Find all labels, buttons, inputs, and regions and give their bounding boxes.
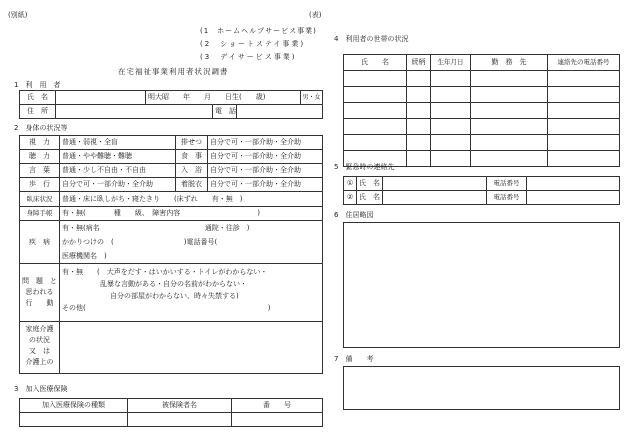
table-cell[interactable] (407, 71, 431, 87)
section-heading: 7 備 考 (334, 355, 374, 363)
disease-line: 有・無(病名 通院・往診 ) (62, 224, 250, 232)
table-cell[interactable] (471, 119, 548, 135)
table-cell[interactable] (344, 135, 407, 151)
bed-status[interactable]: 普通・床に臥しがち・寝たきり (床ずれ 有・無 ) (60, 192, 323, 207)
section-heading: 4 利用者の世帯の状況 (334, 35, 409, 43)
contact-phone-label: 電話番号 (487, 177, 527, 191)
form-label: (別紙) (8, 11, 28, 19)
remarks-area[interactable] (343, 366, 620, 410)
table-cell[interactable] (471, 103, 548, 119)
table-cell[interactable] (471, 151, 548, 167)
column-header: 被保険者名 (128, 399, 232, 413)
row-value[interactable]: 自分で可・一部介助・全介助 (208, 136, 323, 150)
row-label: 言 葉 (20, 164, 60, 178)
table-cell[interactable] (471, 71, 548, 87)
column-header: 加入医療保険の種類 (20, 399, 128, 413)
contact-name-label: 氏 名 (357, 191, 383, 205)
table-cell[interactable] (548, 135, 620, 151)
row-value[interactable]: 自分で可・一部介助・全介助 (208, 178, 323, 192)
table-cell[interactable] (431, 87, 471, 103)
contact-name-field[interactable] (383, 177, 487, 191)
table-cell[interactable] (232, 413, 323, 427)
row-label: 排せつ (176, 136, 208, 150)
row-value[interactable]: 普通・少し不自由・不自由 (60, 164, 176, 178)
row-value[interactable]: 自分で可・一部介助・全介助 (208, 150, 323, 164)
behavior-line: 有・無 ( 大声をだす・はいかいする・トイレがわからない・ (62, 268, 268, 276)
address-table (19, 104, 323, 119)
disease-line: かかりつけの ( )電話番号( (62, 238, 218, 246)
row-label: 視 力 (20, 136, 60, 150)
table-cell[interactable] (548, 119, 620, 135)
row-label: 疾 病 (20, 221, 60, 264)
table-cell[interactable] (431, 71, 471, 87)
column-header: 続柄 (407, 55, 431, 71)
section-heading: 6 住居略図 (334, 211, 374, 219)
service-item: (2 ショートステイ事業) (200, 40, 306, 48)
column-header: 氏 名 (344, 55, 407, 71)
page-title: 在宅福祉事業利用者状況調書 (118, 67, 229, 76)
contact-phone-field[interactable] (527, 177, 620, 191)
contact-number: ② (344, 191, 357, 205)
section-heading: 2 身体の状況等 (14, 124, 68, 132)
section-heading: 5 緊急時の連絡先 (334, 163, 395, 171)
name-field[interactable] (56, 91, 146, 105)
row-label: 入 浴 (176, 164, 208, 178)
contact-number: ① (344, 177, 357, 191)
row-value[interactable]: 普通・やや難聴・難聴 (60, 150, 176, 164)
phone-field[interactable] (237, 105, 323, 119)
row-label: 歩 行 (20, 178, 60, 192)
service-item: (3 デイサービス事業) (200, 53, 297, 61)
gender-field[interactable]: 男・女 (301, 91, 323, 105)
birth-date[interactable]: 明大昭 年 月 日生( 歳) (146, 91, 301, 105)
table-cell[interactable] (548, 103, 620, 119)
residence-map-area[interactable] (343, 222, 620, 348)
behavior-line: 乱暴な言動がある・自分の名前がわからない・ (100, 280, 247, 288)
table-cell[interactable] (431, 103, 471, 119)
household-table (343, 54, 620, 167)
behavior-status[interactable] (60, 264, 323, 322)
section-heading: 1 利 用 者 (14, 81, 61, 89)
column-header: 番 号 (232, 399, 323, 413)
table-cell[interactable] (20, 413, 128, 427)
row-label: 家庭介護 の状況 又 は 介護上の (20, 322, 60, 374)
table-cell[interactable] (431, 151, 471, 167)
table-cell[interactable] (431, 135, 471, 151)
row-value[interactable]: 普通・弱視・全盲 (60, 136, 176, 150)
row-label: 問 題 と 思われる 行 動 (20, 264, 60, 322)
body-status-table (19, 135, 323, 374)
contact-phone-field[interactable] (527, 191, 620, 205)
column-header: 勤 務 先 (471, 55, 548, 71)
row-label: 聴 力 (20, 150, 60, 164)
row-label: 着脱衣 (176, 178, 208, 192)
row-value[interactable]: 自分で可・一部介助・全介助 (60, 178, 176, 192)
table-cell[interactable] (128, 413, 232, 427)
row-label: 身障手帳 (20, 207, 60, 221)
table-cell[interactable] (548, 151, 620, 167)
address-field[interactable] (56, 105, 213, 119)
care-status-field[interactable] (60, 322, 323, 374)
table-cell[interactable] (407, 87, 431, 103)
emergency-contact-table (343, 176, 620, 205)
row-value[interactable]: 自分で可・一部介助・全介助 (208, 164, 323, 178)
column-header: 連絡先の電話番号 (548, 55, 620, 71)
table-cell[interactable] (548, 71, 620, 87)
column-header: 生年月日 (431, 55, 471, 71)
side-label: (表) (309, 11, 322, 19)
insurance-table (19, 398, 323, 427)
table-cell[interactable] (471, 87, 548, 103)
table-cell[interactable] (471, 135, 548, 151)
table-cell[interactable] (407, 119, 431, 135)
table-cell[interactable] (344, 119, 407, 135)
table-cell[interactable] (407, 135, 431, 151)
disease-line: 医療機関名 ) (62, 252, 107, 260)
contact-phone-label: 電話番号 (487, 191, 527, 205)
table-cell[interactable] (407, 151, 431, 167)
contact-name-field[interactable] (383, 191, 487, 205)
disease-status[interactable] (60, 221, 323, 264)
table-cell[interactable] (548, 87, 620, 103)
handbook-status[interactable]: 有・無( 種 級、 障害内容 ) (60, 207, 323, 221)
table-cell[interactable] (344, 71, 407, 87)
table-cell[interactable] (407, 103, 431, 119)
user-table (19, 90, 323, 105)
name-label: 氏 名 (20, 91, 56, 105)
behavior-line: その他( ) (62, 304, 271, 312)
table-cell[interactable] (344, 103, 407, 119)
service-item: (1 ホームヘルプサービス事業) (200, 27, 317, 35)
contact-name-label: 氏 名 (357, 177, 383, 191)
address-label: 住 所 (20, 105, 56, 119)
table-cell[interactable] (431, 119, 471, 135)
behavior-line: 自分の部屋がわからない、時々失禁する) (110, 292, 239, 300)
phone-label: 電 話 (213, 105, 237, 119)
table-cell[interactable] (344, 87, 407, 103)
row-label: 食 事 (176, 150, 208, 164)
row-label: 臥床状況 (20, 192, 60, 207)
section-heading: 3 加入医療保険 (14, 385, 68, 393)
